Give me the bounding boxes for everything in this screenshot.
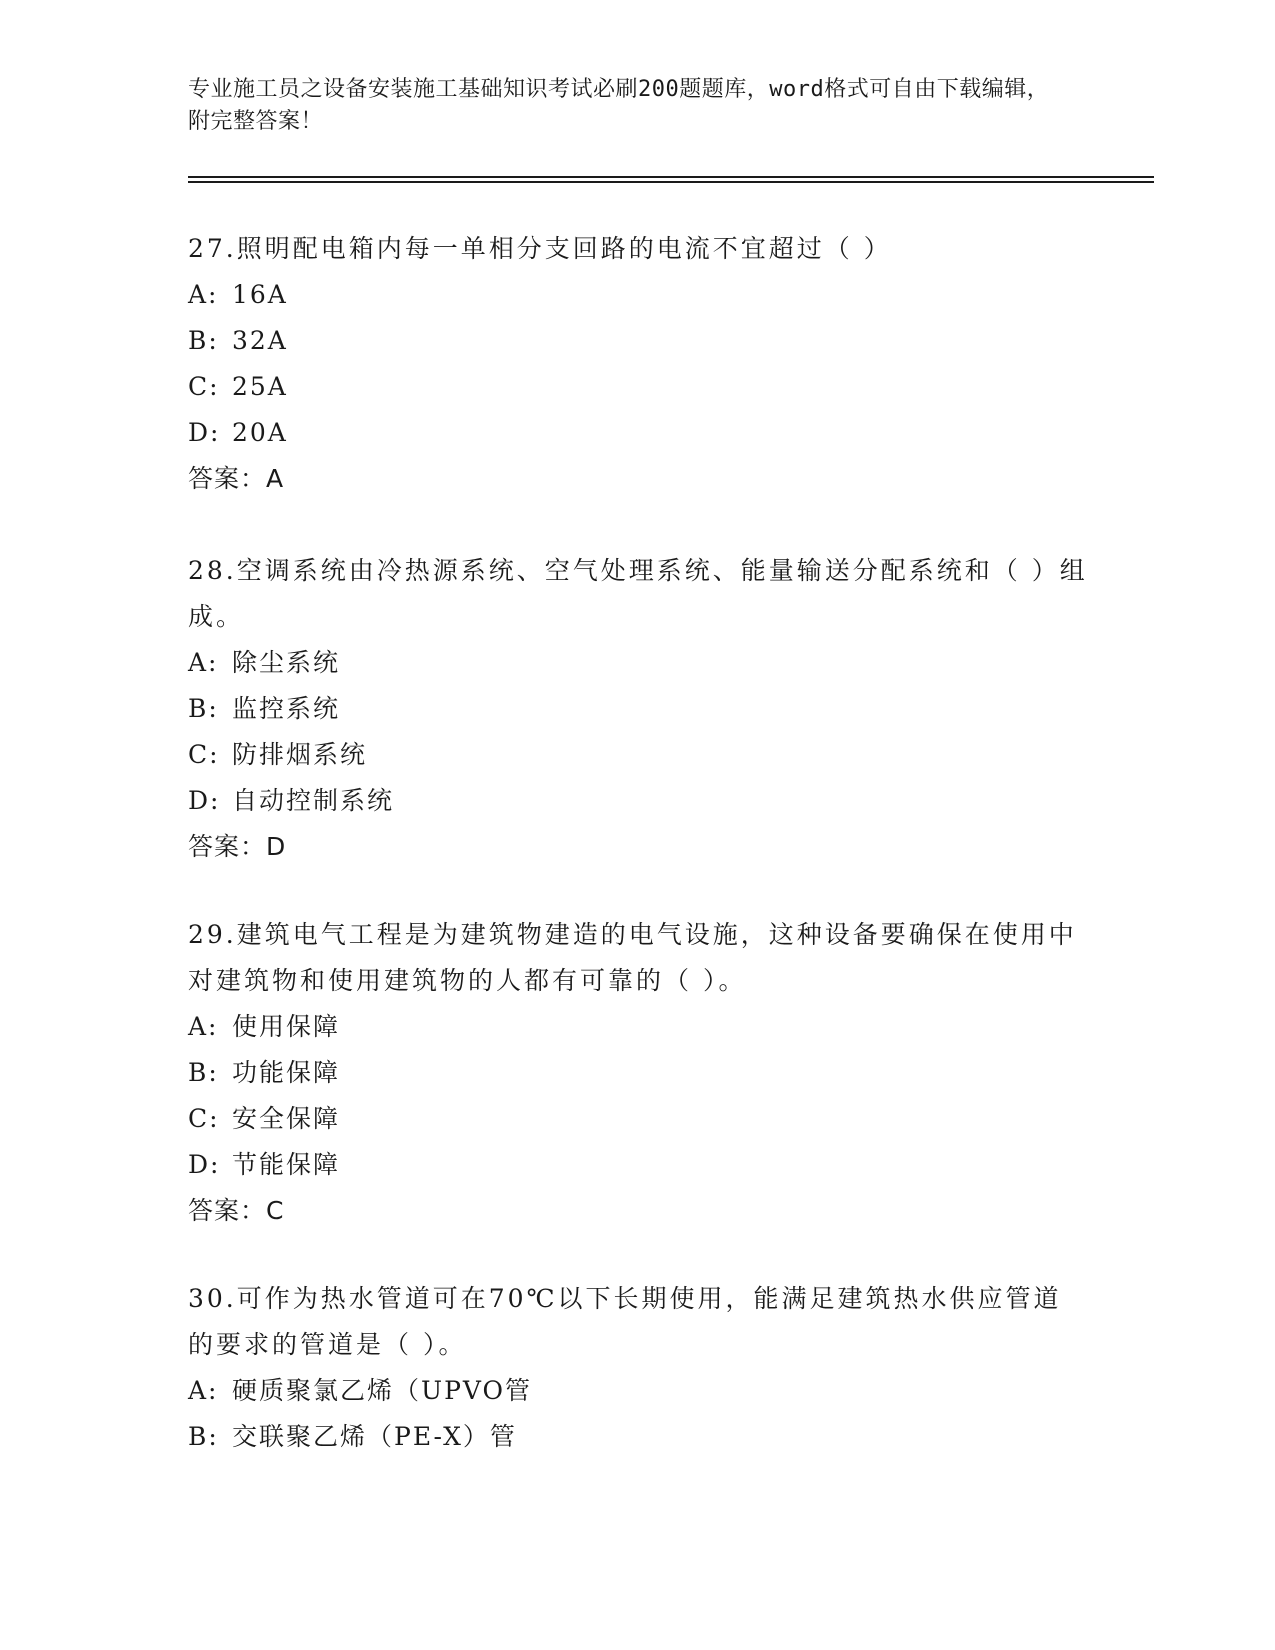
header-divider-2 xyxy=(188,181,1154,183)
option-c xyxy=(188,732,1088,778)
option-text: 自动控制系统 xyxy=(232,786,395,815)
header-divider-1 xyxy=(188,176,1154,178)
option-b xyxy=(188,318,1088,364)
option-letter: C: xyxy=(188,372,220,401)
question-30 xyxy=(188,1276,1088,1460)
option-letter: D: xyxy=(188,418,221,447)
option-text: 除尘系统 xyxy=(232,648,341,677)
question-stem: 28.空调系统由冷热源系统、空气处理系统、能量输送分配系统和（ ）组成。 xyxy=(188,556,1088,631)
option-text: 使用保障 xyxy=(232,1012,341,1041)
option-letter: B: xyxy=(188,326,219,355)
option-letter: D: xyxy=(188,786,221,815)
option-letter: B: xyxy=(188,1422,219,1451)
question-stem: 29.建筑电气工程是为建筑物建造的电气设施，这种设备要确保在使用中对建筑物和使用建筑物的人都有可靠的（ ）。 xyxy=(188,920,1077,995)
option-d xyxy=(188,778,1088,824)
option-text: 监控系统 xyxy=(232,694,341,723)
option-d xyxy=(188,1142,1088,1188)
option-text: 16A xyxy=(232,280,288,309)
answer: 答案：D xyxy=(188,832,287,861)
option-letter: B: xyxy=(188,694,219,723)
option-a xyxy=(188,1004,1088,1050)
answer: 答案：A xyxy=(188,464,285,493)
question-stem: 27.照明配电箱内每一单相分支回路的电流不宜超过（ ） xyxy=(188,234,892,263)
option-letter: A: xyxy=(188,648,219,677)
option-a xyxy=(188,640,1088,686)
option-a xyxy=(188,272,1088,318)
option-letter: D: xyxy=(188,1150,221,1179)
option-text: 硬质聚氯乙烯（UPVO管 xyxy=(232,1376,533,1405)
option-b xyxy=(188,686,1088,732)
option-letter: B: xyxy=(188,1058,219,1087)
option-a xyxy=(188,1368,1088,1414)
question-stem: 30.可作为热水管道可在70℃以下长期使用，能满足建筑热水供应管道的要求的管道是（ ）。 xyxy=(188,1284,1062,1359)
option-letter: C: xyxy=(188,740,220,769)
question-28 xyxy=(188,548,1088,870)
option-c xyxy=(188,1096,1088,1142)
option-text: 20A xyxy=(232,418,288,447)
option-b xyxy=(188,1050,1088,1096)
option-text: 交联聚乙烯（PE-X）管 xyxy=(232,1422,517,1451)
option-letter: A: xyxy=(188,1376,219,1405)
option-text: 节能保障 xyxy=(232,1150,341,1179)
option-text: 功能保障 xyxy=(232,1058,341,1087)
option-letter: C: xyxy=(188,1104,220,1133)
option-text: 安全保障 xyxy=(232,1104,341,1133)
option-text: 25A xyxy=(232,372,288,401)
question-29 xyxy=(188,912,1088,1234)
option-text: 32A xyxy=(232,326,288,355)
answer: 答案：C xyxy=(188,1196,285,1225)
option-b xyxy=(188,1414,1088,1460)
option-letter: A: xyxy=(188,280,219,309)
question-27 xyxy=(188,226,1088,502)
header-title: 专业施工员之设备安装施工基础知识考试必刷200题题库，word格式可自由下载编辑，附完整答案！ xyxy=(188,77,1050,134)
option-d xyxy=(188,410,1088,456)
option-letter: A: xyxy=(188,1012,219,1041)
option-text: 防排烟系统 xyxy=(232,740,368,769)
document-header xyxy=(188,74,1068,138)
option-c xyxy=(188,364,1088,410)
